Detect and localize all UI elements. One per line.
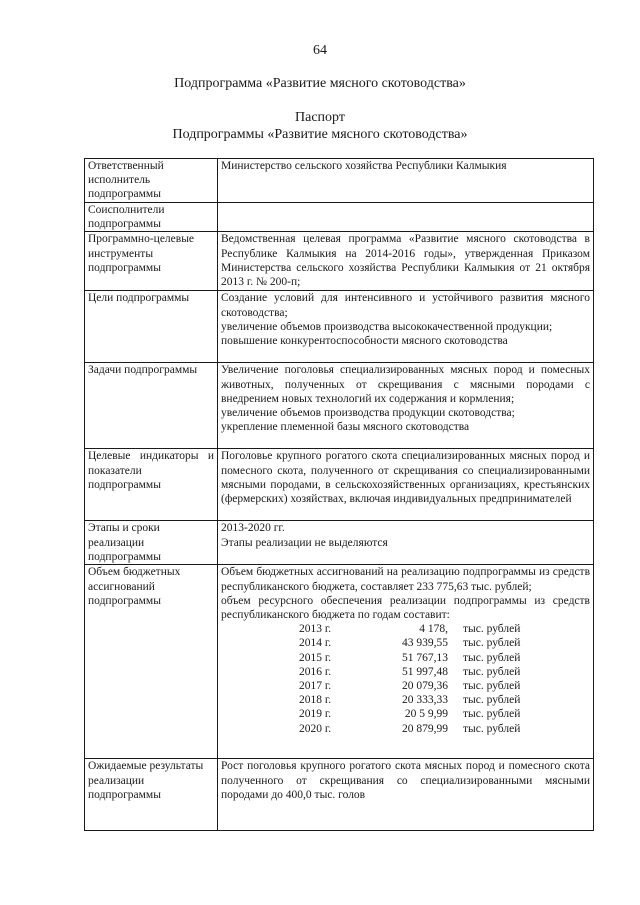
funding-unit: тыс. рублей <box>463 694 521 707</box>
tasks-item: укрепление племенной базы мясного скотоводства <box>221 421 470 434</box>
page-number: 64 <box>313 43 327 58</box>
stages-item: 2013-2020 гг. <box>221 522 285 535</box>
row-stages <box>85 521 594 565</box>
tasks-value <box>218 363 594 449</box>
passport-heading: Паспорт <box>295 110 345 125</box>
funding-row <box>296 707 523 721</box>
funding-unit: тыс. рублей <box>463 708 521 721</box>
goals-value <box>218 291 594 363</box>
row-results <box>85 759 594 831</box>
funding-unit: тыс. рублей <box>463 651 521 664</box>
document-title: Подпрограмма «Развитие мясного скотоводства» <box>174 76 466 91</box>
row-indicators <box>85 449 594 521</box>
funding-year: 2016 г. <box>299 665 332 678</box>
budget-intro: Объем бюджетных ассигнований на реализацию подпрограммы из средств республиканского бюджета, составляет 233 775,63 тыс. рублей; <box>221 566 590 593</box>
funding-year: 2013 г. <box>299 623 332 636</box>
funding-row <box>296 679 523 693</box>
coexecutors-value <box>218 203 594 232</box>
instruments-value: Ведомственная целевая программа «Развитие мясного скотоводства в Республике Калмыкия на 2014-2016 годы», утвержденная Приказом Министерства сельского хозяйства Республики Калмыкия от 21 октября 2013 г. № 200-п; <box>218 232 594 291</box>
coexecutors-label: Соисполнители подпрограммы <box>85 203 218 232</box>
row-executor <box>85 159 594 203</box>
funding-unit: тыс. рублей <box>463 722 521 735</box>
stages-label: Этапы и сроки реализации подпрограммы <box>85 521 218 565</box>
executor-value: Министерство сельского хозяйства Республики Калмыкия <box>218 159 594 203</box>
funding-row <box>296 693 523 707</box>
funding-year: 2020 г. <box>299 722 332 735</box>
funding-year: 2014 г. <box>299 637 332 650</box>
results-label: Ожидаемые результаты реализации подпрограммы <box>85 759 218 831</box>
funding-year: 2017 г. <box>299 680 332 693</box>
funding-unit: тыс. рублей <box>463 637 521 650</box>
stages-item: Этапы реализации не выделяются <box>221 536 388 549</box>
goals-item: повышение конкурентоспособности мясного скотоводства <box>221 335 508 348</box>
funding-amount: 51 997,48 <box>402 665 448 678</box>
funding-year: 2015 г. <box>299 651 332 664</box>
funding-amount: 4 178, <box>419 623 448 636</box>
funding-row <box>296 665 523 679</box>
results-value: Рост поголовья крупного рогатого скота мясных пород и помесного скота полученного от скрещивания со специализированными мясными породами до 400,0 тыс. голов <box>218 759 594 831</box>
funding-unit: тыс. рублей <box>463 623 521 636</box>
funding-by-year-table <box>296 622 523 736</box>
row-instruments <box>85 232 594 291</box>
funding-year: 2019 г. <box>299 708 332 721</box>
row-tasks <box>85 363 594 449</box>
funding-amount: 20 879,99 <box>402 722 448 735</box>
budget-value <box>218 565 594 759</box>
funding-row <box>296 651 523 665</box>
indicators-label: Целевые индикаторы и показатели подпрограммы <box>85 449 218 521</box>
funding-amount: 20 079,36 <box>402 680 448 693</box>
goals-item: увеличение объемов производства высококачественной продукции; <box>221 320 553 333</box>
funding-unit: тыс. рублей <box>463 680 521 693</box>
tasks-item: увеличение объемов производства продукции скотоводства; <box>221 407 515 420</box>
goals-label: Цели подпрограммы <box>85 291 218 363</box>
tasks-label: Задачи подпрограммы <box>85 363 218 449</box>
funding-amount: 51 767,13 <box>402 651 448 664</box>
row-budget <box>85 565 594 759</box>
funding-amount: 20 333,33 <box>402 694 448 707</box>
budget-label: Объем бюджетных ассигнований подпрограммы <box>85 565 218 759</box>
row-coexecutors <box>85 203 594 232</box>
instruments-label: Программно-целевые инструменты подпрограммы <box>85 232 218 291</box>
indicators-value: Поголовье крупного рогатого скота специализированных мясных пород и помесного скота, полученного от скрещивания со специализированными мясными породами, в сельскохозяйственных организациях, крестьянских (фермерских) хозяйствах, включая индивидуальных предпринимателей <box>218 449 594 521</box>
stages-value <box>218 521 594 565</box>
funding-amount: 20 5 9,99 <box>404 708 448 721</box>
row-goals <box>85 291 594 363</box>
executor-label: Ответственный исполнитель подпрограммы <box>85 159 218 203</box>
passport-table <box>84 158 594 831</box>
funding-year: 2018 г. <box>299 694 332 707</box>
funding-unit: тыс. рублей <box>463 665 521 678</box>
funding-amount: 43 939,55 <box>402 637 448 650</box>
funding-row <box>296 622 523 636</box>
funding-row <box>296 722 523 736</box>
tasks-item: Увеличение поголовья специализированных мясных пород и помесных животных, полученных от скрещивания с мясными породами с внедрением новых технологий их содержания и кормления; <box>221 364 590 405</box>
budget-years-intro: объем ресурсного обеспечения реализации подпрограммы из средств республиканского бюджета по годам составит: <box>221 594 590 622</box>
funding-row <box>296 636 523 650</box>
passport-subtitle: Подпрограммы «Развитие мясного скотоводства» <box>172 127 468 142</box>
goals-item: Создание условий для интенсивного и устойчивого развития мясного скотоводства; <box>221 292 590 319</box>
